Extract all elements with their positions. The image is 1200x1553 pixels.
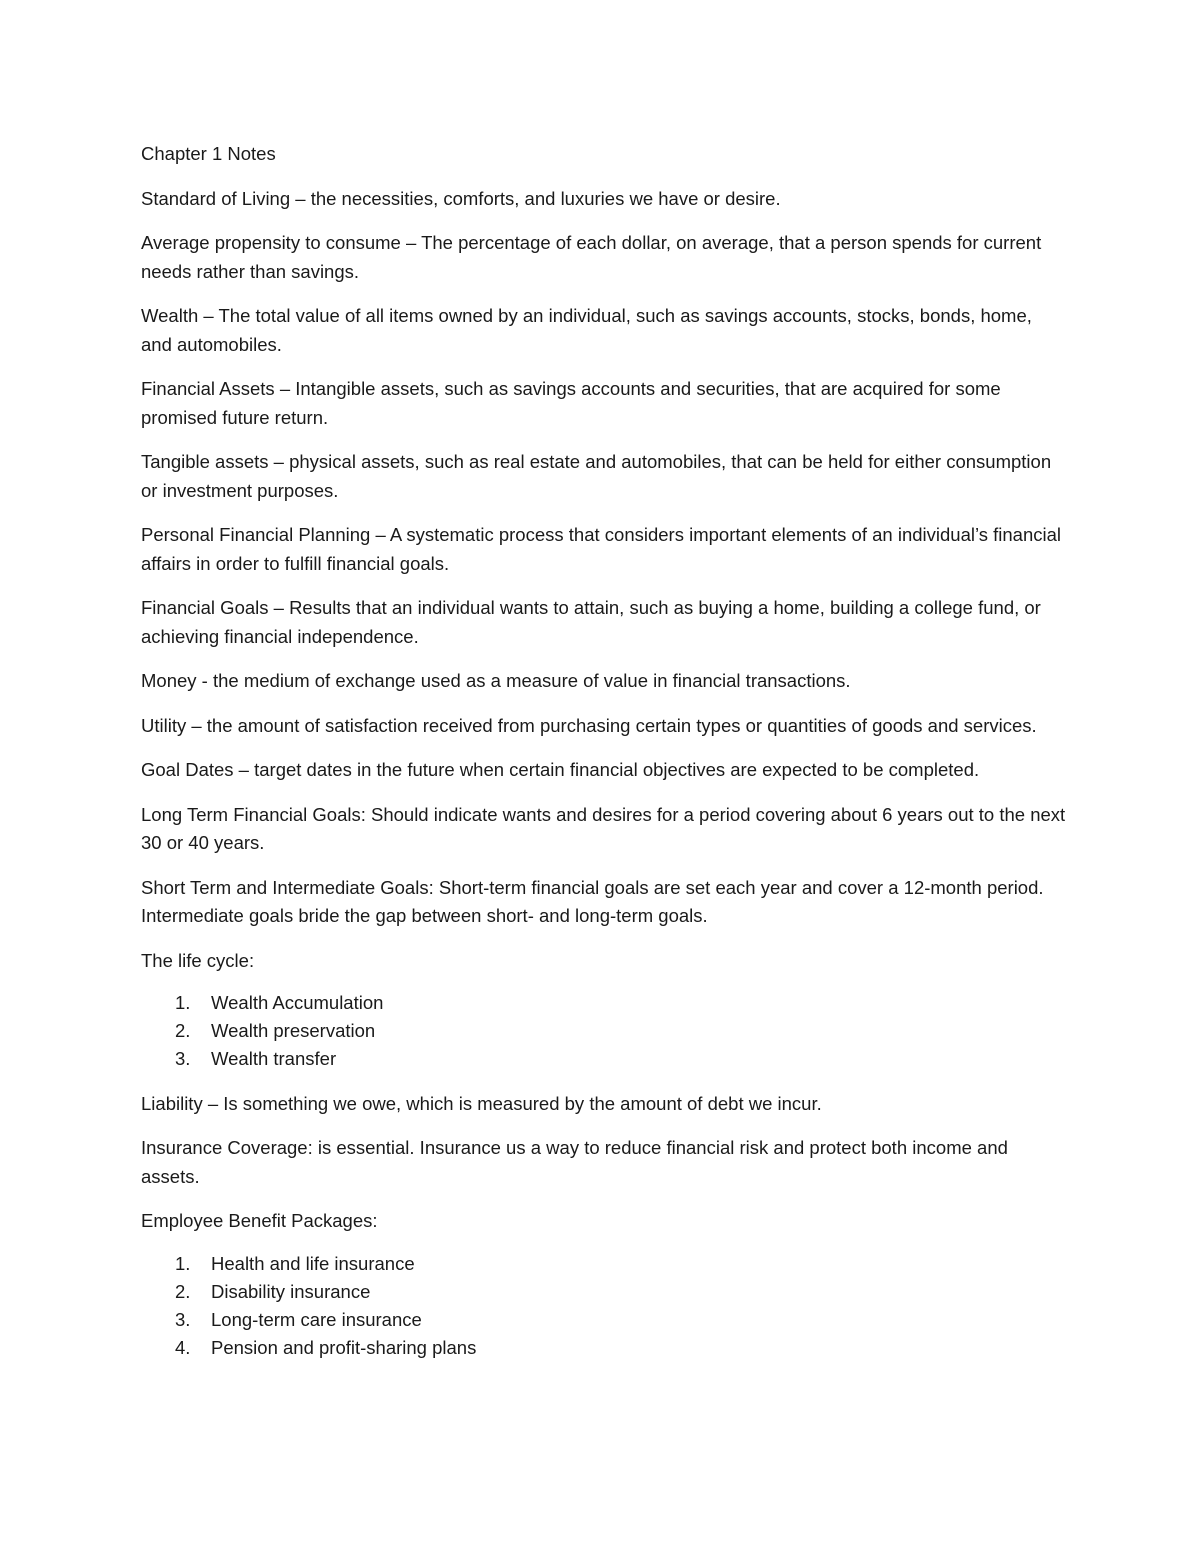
list-number: 2. <box>175 1280 191 1302</box>
paragraph-financial-assets: Financial Assets – Intangible assets, such as savings accounts and securities, that are acquired for some promised future return. <box>141 378 1001 428</box>
list-item-text: Wealth transfer <box>211 1048 337 1070</box>
paragraph-life-cycle-heading: The life cycle: <box>141 949 255 971</box>
paragraph-tangible-assets: Tangible assets – physical assets, such as real estate and automobiles, that can be held for either consumption or investment purposes. <box>141 451 1052 501</box>
list-item <box>141 989 1066 1017</box>
list-item <box>141 1334 1066 1362</box>
paragraph-standard-of-living: Standard of Living – the necessities, comforts, and luxuries we have or desire. <box>141 187 781 209</box>
paragraph-financial-goals: Financial Goals – Results that an individual wants to attain, such as buying a home, building a college fund, or achieving financial independence. <box>141 597 1041 647</box>
list-item-text: Wealth Accumulation <box>211 992 384 1013</box>
list-number: 4. <box>175 1337 191 1359</box>
paragraph-wealth: Wealth – The total value of all items owned by an individual, such as savings accounts, stocks, bonds, home, and automobiles. <box>141 305 1032 355</box>
list-number: 2. <box>175 1020 191 1042</box>
list-number: 1. <box>175 1252 191 1274</box>
list-item <box>141 1045 1066 1073</box>
list-number: 1. <box>175 992 191 1013</box>
paragraph-short-term-goals: Short Term and Intermediate Goals: Short-term financial goals are set each year and cover a 12-month period. Intermediate goals bride the gap between short- and long-term goals. <box>141 876 1044 926</box>
paragraph-insurance-coverage: Insurance Coverage: is essential. Insurance us a way to reduce financial risk and protect both income and assets. <box>141 1137 1008 1187</box>
list-item <box>141 1306 1066 1334</box>
list-item-text: Long-term care insurance <box>211 1309 422 1331</box>
paragraph-money: Money - the medium of exchange used as a measure of value in financial transactions. <box>141 670 851 691</box>
paragraph-employee-benefits-heading: Employee Benefit Packages: <box>141 1210 378 1232</box>
paragraph-personal-financial-planning: Personal Financial Planning – A systematic process that considers important elements of an individual’s financial affairs in order to fulfill financial goals. <box>141 524 1062 574</box>
document-title: Chapter 1 Notes <box>141 143 276 164</box>
list-number: 3. <box>175 1309 191 1331</box>
list-number: 3. <box>175 1048 191 1070</box>
paragraph-utility: Utility – the amount of satisfaction received from purchasing certain types or quantities of goods and services. <box>141 714 1037 736</box>
list-item-text: Disability insurance <box>211 1280 371 1302</box>
life-cycle-list <box>141 989 1066 1074</box>
list-item <box>141 1278 1066 1306</box>
paragraph-average-propensity: Average propensity to consume – The percentage of each dollar, on average, that a person spends for current needs rather than savings. <box>141 232 1042 282</box>
list-item <box>141 1017 1066 1045</box>
paragraph-liability: Liability – Is something we owe, which is measured by the amount of debt we incur. <box>141 1092 822 1114</box>
paragraph-long-term-goals: Long Term Financial Goals: Should indicate wants and desires for a period covering about 6 years out to the next 30 or 40 years. <box>141 803 1066 853</box>
list-item-text: Pension and profit-sharing plans <box>211 1337 477 1359</box>
paragraph-goal-dates: Goal Dates – target dates in the future when certain financial objectives are expected to be completed. <box>141 759 980 780</box>
benefits-list <box>141 1250 1066 1363</box>
document-page <box>141 140 1066 1378</box>
list-item-text: Health and life insurance <box>211 1252 415 1274</box>
list-item-text: Wealth preservation <box>211 1020 376 1042</box>
list-item <box>141 1250 1066 1278</box>
